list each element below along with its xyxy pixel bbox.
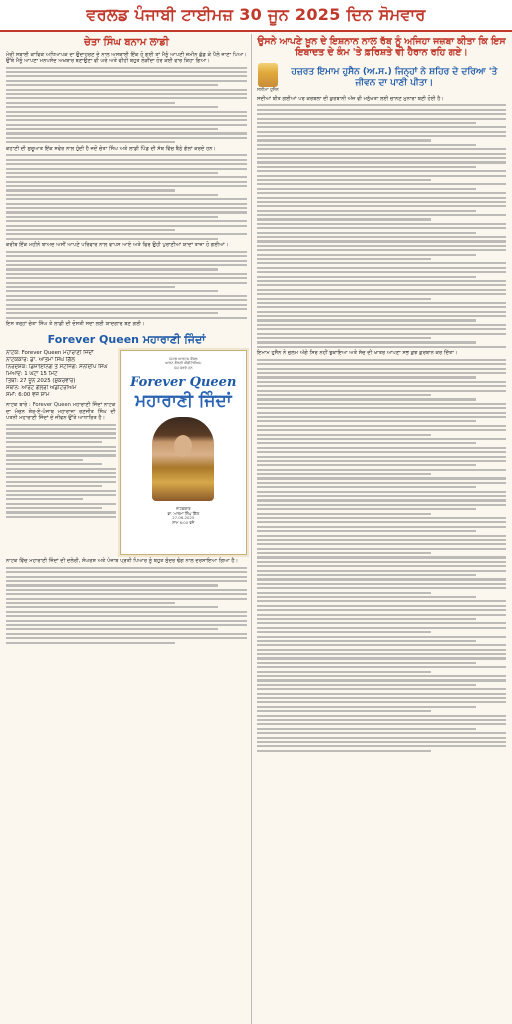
text-line <box>6 441 102 443</box>
text-line <box>257 701 506 703</box>
text-line <box>257 311 506 313</box>
text-line <box>6 106 218 108</box>
text-line <box>257 504 506 506</box>
text-line <box>257 636 506 638</box>
text-line <box>257 548 506 550</box>
text-line <box>6 220 247 222</box>
text-line <box>257 346 506 348</box>
text-line <box>257 640 476 642</box>
text-line <box>257 113 506 115</box>
text-line <box>6 472 116 474</box>
text-line <box>257 495 506 497</box>
text-line <box>6 602 175 604</box>
text-line <box>257 214 506 216</box>
text-line <box>257 324 506 326</box>
text-line <box>6 584 218 586</box>
text-line <box>6 194 218 196</box>
text-line <box>257 394 431 396</box>
right-article-quote-headline: ਉਸਨੇ ਆਪਣੇ ਖ਼ੂਨ ਦੇ ਇਸ਼ਨਾਨ ਨਾਲ ਰੱਬ ਨੂੰ ਅਜਿਹਾ ਜਜ਼ਬਾ ਕੀਤਾ ਕਿ ਇਸ ਇਬਾਦਤ ਦੇ ਕੰਮ 'ਤੇ ਫ਼ਰਿਸ਼ਤੇ ਵੀ ਹੈਰਾਨ ਰਹਿ ਗਏ। <box>257 36 506 58</box>
text-line <box>257 543 506 545</box>
text-line <box>6 312 218 314</box>
text-line <box>257 451 506 453</box>
text-line <box>6 225 247 227</box>
text-line <box>6 620 247 622</box>
text-line <box>6 168 247 170</box>
text-line <box>6 273 247 275</box>
text-line <box>257 600 506 602</box>
text-line <box>257 157 506 159</box>
text-line <box>257 429 506 431</box>
author-block <box>257 63 279 93</box>
text-line <box>257 254 476 256</box>
text-line <box>257 473 431 475</box>
text-line <box>257 210 476 212</box>
text-line <box>257 381 506 383</box>
text-line <box>6 308 247 310</box>
text-line <box>6 468 116 470</box>
text-line <box>6 589 247 591</box>
text-line <box>257 104 506 106</box>
text-line <box>257 412 506 414</box>
text-line <box>257 574 476 576</box>
left-article-headline: ਚੇਤਾ ਸਿੰਘ ਬਨਾਮ ਲਾਡੀ <box>84 37 169 48</box>
text-line <box>257 425 506 427</box>
text-line <box>257 293 506 295</box>
left-article-text-block <box>6 67 247 144</box>
poster-title-english: Forever Queen <box>130 375 237 391</box>
meta-line: ਸਥਾਨ: ਆਰਟ ਗੈਲਰੀ ਔਡੀਟੋਰੀਅਮ <box>6 385 77 392</box>
text-line <box>257 723 506 725</box>
text-line <box>257 526 506 528</box>
text-line <box>257 715 506 717</box>
text-line <box>6 141 175 143</box>
text-line <box>6 268 218 270</box>
text-line <box>6 286 175 288</box>
text-line <box>257 741 506 743</box>
text-line <box>6 432 116 434</box>
meta-line: ਮਿਆਦ: 1 ਘੰਟਾ 15 ਮਿੰਟ <box>6 371 58 378</box>
text-line <box>257 469 506 471</box>
text-line <box>257 333 506 335</box>
left-article-text-block-2 <box>6 154 247 240</box>
text-line <box>6 115 247 117</box>
text-line <box>257 517 506 519</box>
text-line <box>257 653 506 655</box>
text-line <box>257 197 506 199</box>
text-line <box>257 464 476 466</box>
text-line <box>6 606 218 608</box>
text-line <box>257 319 476 321</box>
text-line <box>257 671 431 673</box>
right-article-body: ਸਦੀਆਂ ਬੀਤ ਗਈਆਂ ਪਰ ਕਰਬਲਾ ਦੀ ਕੁਰਬਾਨੀ ਅੱਜ ਵੀ ਮਨੁੱਖਤਾ ਲਈ ਚਾਨਣ ਮੁਨਾਰਾ ਬਣੀ ਹੋਈ ਹੈ। <box>257 95 444 102</box>
author-photo <box>258 63 278 87</box>
text-line <box>6 255 247 257</box>
text-line <box>257 697 506 699</box>
poster-title-punjabi: ਮਹਾਰਾਣੀ ਜਿੰਦਾਂ <box>134 391 232 412</box>
text-line <box>257 631 431 633</box>
text-line <box>257 271 506 273</box>
text-line <box>257 596 476 598</box>
text-line <box>6 516 116 518</box>
text-line <box>6 446 116 448</box>
text-line <box>257 491 506 493</box>
text-line <box>6 102 175 104</box>
text-line <box>6 172 218 174</box>
text-line <box>6 498 83 500</box>
text-line <box>257 372 506 374</box>
meta-line: ਤਿਥੀ: 27 ਜੂਨ 2025 (ਸ਼ੁਕਰਵਾਰ) <box>6 378 76 385</box>
text-line <box>257 513 431 515</box>
text-line <box>257 609 506 611</box>
text-line <box>257 460 506 462</box>
text-line <box>257 302 506 304</box>
text-line <box>257 521 506 523</box>
text-line <box>257 131 506 133</box>
text-line <box>257 284 506 286</box>
masthead <box>0 0 512 32</box>
text-line <box>257 376 476 378</box>
text-line <box>6 437 116 439</box>
text-line <box>257 390 506 392</box>
text-line <box>6 428 116 430</box>
text-line <box>6 454 116 456</box>
text-line <box>257 232 476 234</box>
text-line <box>6 299 247 301</box>
text-line <box>257 539 506 541</box>
text-line <box>6 450 116 452</box>
text-line <box>257 148 506 150</box>
meta-line: ਸਮਾਂ: 6:00 ਵਜੇ ਸ਼ਾਮ <box>6 392 50 399</box>
text-line <box>6 67 247 69</box>
text-line <box>6 490 116 492</box>
text-line <box>6 203 247 205</box>
meta-line: ਨਿਰਦੇਸ਼ਕ: ਡਿਜ਼ਾਇਨਿੰਗ ਤੇ ਸਟੇਜਿੰਗ: ਸੰਨੀਦੀਪ ਸਿੰਘ <box>6 364 108 371</box>
poster-footer-line: ਡਾ. ਆਤਮਾ ਸਿੰਘ ਗਿੱਲ <box>167 510 200 516</box>
text-line <box>257 649 506 651</box>
text-line <box>257 627 506 629</box>
text-line <box>257 675 506 677</box>
text-line <box>257 315 506 317</box>
text-line <box>257 719 506 721</box>
text-line <box>257 144 476 146</box>
text-line <box>257 227 506 229</box>
text-line <box>257 535 506 537</box>
text-line <box>257 276 476 278</box>
text-line <box>6 97 247 99</box>
text-line <box>6 571 247 573</box>
text-line <box>257 710 431 712</box>
text-line <box>257 420 476 422</box>
right-article-text-block <box>257 104 506 348</box>
text-line <box>257 183 506 185</box>
text-line <box>257 109 506 111</box>
text-line <box>257 306 506 308</box>
text-line <box>6 264 247 266</box>
text-line <box>6 154 247 156</box>
text-line <box>6 84 218 86</box>
text-line <box>257 363 506 365</box>
text-line <box>6 459 83 461</box>
text-line <box>257 456 506 458</box>
text-line <box>257 679 506 681</box>
text-line <box>6 238 218 240</box>
text-line <box>257 662 476 664</box>
text-line <box>257 179 431 181</box>
left-article-body: ਕਹਾਣੀ ਦੀ ਸ਼ੁਰੂਆਤ ਇੱਕ ਸਵੇਰ ਨਾਲ ਹੁੰਦੀ ਹੈ ਜਦੋਂ ਚੇਤਾ ਸਿੰਘ ਅਤੇ ਲਾਡੀ ਪਿੰਡ ਦੀ ਸੱਥ ਵਿੱਚ ਬੈਠੇ ਗੱਲਾਂ ਕਰਦੇ ਹਨ। <box>6 145 217 152</box>
text-line <box>257 240 506 242</box>
text-line <box>257 249 506 251</box>
meta-line: ਨਾਟਕਕਾਰ: ਡਾ. ਆਤਮਾ ਸਿੰਘ ਗਿੱਲ <box>6 357 75 364</box>
text-line <box>257 732 506 734</box>
text-line <box>6 593 247 595</box>
text-line <box>6 71 247 73</box>
text-line <box>6 481 116 483</box>
right-article-body-2: ਇਮਾਮ ਹੁਸੈਨ ਨੇ ਜ਼ੁਲਮ ਅੱਗੇ ਸਿਰ ਨਹੀਂ ਝੁਕਾਇਆ ਅਤੇ ਸੱਚ ਦੀ ਖ਼ਾਤਰ ਆਪਣਾ ਸਭ ਕੁਝ ਕੁਰਬਾਨ ਕਰ ਦਿੱਤਾ। <box>257 350 458 357</box>
text-line <box>257 126 506 128</box>
text-line <box>257 561 506 563</box>
text-line <box>257 122 476 124</box>
text-line <box>257 218 431 220</box>
text-line <box>257 737 506 739</box>
text-line <box>257 368 506 370</box>
text-line <box>6 576 247 578</box>
text-line <box>6 507 102 509</box>
text-line <box>6 198 247 200</box>
text-line <box>257 403 506 405</box>
text-line <box>6 89 247 91</box>
text-line <box>257 657 506 659</box>
text-line <box>257 289 506 291</box>
text-line <box>257 583 506 585</box>
left-article-intro: ਮੇਰੀ ਸਥਾਈ ਕਾਵਿਕ ਅਧਿਆਪਕ ਦਾ ਉਦਾਹਰਣ ਦੇ ਨਾਲ ਅਸਥਾਈ ਇੱਕ ਹੋ ਗਈ ਤਾਂ ਮੈਨੂੰ ਆਪਣੀ ਜ਼ਮੀਨ ਛੱਡ ਕੇ ਪੈਲੇ ਜਾਣਾ ਪਿਆ। ਉੱਥੇ ਮੈਨੂੰ ਆਪਣਾ ਮਨਪਸੰਦ ਅਖ਼ਬਾਰ ਬਣਾਉਣਾ ਵੀ ਘਰੇ ਅਤੇ ਵੀਹੀ ਬਹੁਤ ਲੋੜੀਂਦਾ ਹੋਰ ਕਈ ਵਾਰ ਕਿਹਾ ਗਿਆ। <box>6 51 247 64</box>
text-line <box>6 476 116 478</box>
poster-top-line: ਆਰਟ ਗੈਲਰੀ ਔਡੀਟੋਰੀਅਮ <box>164 361 202 366</box>
poster-footer-line: ਸ਼ਾਮ 6:00 ਵਜੇ <box>172 519 195 525</box>
text-line <box>257 728 476 730</box>
text-line <box>6 132 247 134</box>
text-line <box>257 750 431 752</box>
text-line <box>6 216 218 218</box>
text-line <box>257 407 506 409</box>
book-review-lead: ਨਾਟਕ ਬਾਰੇ : Forever Queen ਮਹਾਰਾਣੀ ਜਿੰਦਾਂ ਨਾਟਕ ਦਾ ਮੰਚਨ ਸ਼ੇਰ-ਏ-ਪੰਜਾਬ ਮਹਾਰਾਜਾ ਰਣਜੀਤ ਸਿੰਘ ਦੀ ਪਤਨੀ ਮਹਾਰਾਣੀ ਜਿੰਦਾਂ ਦੇ ਜੀਵਨ ਉੱਤੇ ਆਧਾਰਿਤ ਹੈ। <box>6 402 116 421</box>
text-line <box>6 624 247 626</box>
text-line <box>257 614 506 616</box>
text-line <box>6 615 247 617</box>
text-line <box>6 567 247 569</box>
text-line <box>257 508 476 510</box>
text-line <box>6 295 247 297</box>
right-article-header <box>257 63 506 93</box>
text-line <box>6 229 175 231</box>
text-line <box>6 176 247 178</box>
text-line <box>257 341 476 343</box>
text-line <box>6 119 247 121</box>
text-line <box>6 424 116 426</box>
text-line <box>6 80 247 82</box>
text-line <box>257 486 476 488</box>
text-line <box>257 622 506 624</box>
book-review-body: ਨਾਟਕ ਵਿੱਚ ਮਹਾਰਾਣੀ ਜਿੰਦਾਂ ਦੀ ਦਲੇਰੀ, ਸੰਘਰਸ਼ ਅਤੇ ਪੰਜਾਬ ਪ੍ਰਤੀ ਪਿਆਰ ਨੂੰ ਬਹੁਤ ਸੁੰਦਰ ਢੰਗ ਨਾਲ ਦਰਸਾਇਆ ਗਿਆ ਹੈ। <box>6 558 239 565</box>
text-line <box>257 170 506 172</box>
text-line <box>6 93 247 95</box>
text-line <box>257 161 506 163</box>
text-line <box>257 258 431 260</box>
text-line <box>257 201 506 203</box>
book-review-text-block-2 <box>6 567 247 644</box>
text-line <box>257 570 506 572</box>
text-line <box>6 503 116 505</box>
text-line <box>257 745 506 747</box>
text-line <box>6 642 175 644</box>
text-line <box>257 530 476 532</box>
text-line <box>257 434 431 436</box>
text-line <box>6 282 247 284</box>
author-name: ਸਲੀਮਾ ਹੁਸੈਨ <box>257 87 279 93</box>
text-line <box>257 499 506 501</box>
poster-top-line: ਪੰਜਾਬ ਆਰਟਸ ਕੌਂਸਲ <box>169 357 198 362</box>
text-line <box>6 317 247 319</box>
text-line <box>257 666 506 668</box>
text-line <box>6 611 247 613</box>
text-line <box>257 587 506 589</box>
text-line <box>257 245 506 247</box>
text-line <box>6 494 116 496</box>
text-line <box>257 236 506 238</box>
text-line <box>257 578 506 580</box>
text-line <box>257 385 506 387</box>
poster-footer <box>167 507 199 525</box>
text-line <box>257 175 506 177</box>
text-line <box>6 485 102 487</box>
text-line <box>6 580 247 582</box>
text-line <box>257 135 506 137</box>
poster-footer-line: 27-06-2025 <box>172 515 195 521</box>
text-line <box>257 618 476 620</box>
right-article-subhead: ਹਜ਼ਰਤ ਇਮਾਮ ਹੁਸੈਨ (ਅ.ਸ.) ਜਿਨ੍ਹਾਂ ਨੇ ਸ਼ਹਿਰ ਦੇ ਦਰਿਆ 'ਤੇ ਜੀਵਨ ਦਾ ਪਾਣੀ ਪੀਤਾ। <box>291 67 498 88</box>
text-line <box>6 233 247 235</box>
text-line <box>257 477 506 479</box>
text-line <box>257 118 506 120</box>
text-line <box>257 592 431 594</box>
meta-line: ਨਾਟਕ: Forever Queen ਮਹਾਰਾਣੀ ਜਿੰਦਾਂ <box>6 350 94 357</box>
text-line <box>257 398 476 400</box>
text-line <box>6 633 247 635</box>
text-line <box>6 628 218 630</box>
text-line <box>6 163 247 165</box>
text-line <box>257 267 506 269</box>
poster-footer-line: ਨਾਟਕਕਾਰ <box>176 506 191 512</box>
text-line <box>6 75 247 77</box>
text-line <box>6 137 247 139</box>
text-line <box>6 128 218 130</box>
left-article-text-block-3 <box>6 251 247 319</box>
text-line <box>257 192 506 194</box>
text-line <box>257 337 431 339</box>
text-line <box>257 262 506 264</box>
columns <box>0 34 512 1024</box>
text-line <box>6 211 247 213</box>
book-review-headline: Forever Queen ਮਹਾਰਾਣੀ ਜਿੰਦਾਂ <box>47 332 206 346</box>
text-line <box>257 482 506 484</box>
text-line <box>257 416 506 418</box>
text-line <box>6 511 116 513</box>
left-article-body-2: ਕਰੀਬ ਇੱਕ ਮਹੀਨੇ ਬਾਅਦ ਅਸੀਂ ਆਪਣੇ ਪਰਿਵਾਰ ਨਾਲ ਵਾਪਸ ਆਏ ਅਤੇ ਫਿਰ ਉਹੀ ਪੁਰਾਣੀਆਂ ਯਾਦਾਂ ਤਾਜ਼ਾ ਹੋ ਗਈਆਂ। <box>6 242 229 249</box>
text-line <box>257 556 506 558</box>
text-line <box>257 438 506 440</box>
text-line <box>257 223 506 225</box>
left-article-closing: ਇਸ ਤਰ੍ਹਾਂ ਚੇਤਾ ਸਿੰਘ ਤੇ ਲਾਡੀ ਦੀ ਦੋਸਤੀ ਸਦਾ ਲਈ ਯਾਦਗਾਰ ਬਣ ਗਈ। <box>6 321 145 328</box>
play-poster <box>120 350 247 555</box>
text-line <box>6 207 247 209</box>
text-line <box>6 598 247 600</box>
text-line <box>6 124 247 126</box>
text-line <box>257 706 476 708</box>
text-line <box>257 280 506 282</box>
text-line <box>257 205 506 207</box>
masthead-title: ਵਰਲਡ ਪੰਜਾਬੀ ਟਾਈਮਜ਼ 30 ਜੂਨ 2025 ਦਿਨ ਸੋਮਵਾਰ <box>86 5 426 24</box>
text-line <box>6 463 102 465</box>
text-line <box>257 552 431 554</box>
text-line <box>6 185 247 187</box>
text-line <box>6 637 247 639</box>
text-line <box>257 188 476 190</box>
text-line <box>257 139 431 141</box>
book-review-text-block <box>6 424 116 518</box>
book-review-section <box>6 350 247 555</box>
text-line <box>257 605 506 607</box>
text-line <box>6 277 247 279</box>
text-line <box>6 159 247 161</box>
text-line <box>6 181 247 183</box>
text-line <box>257 684 476 686</box>
right-article-text-block-2 <box>257 359 506 752</box>
text-line <box>257 688 506 690</box>
text-line <box>257 153 506 155</box>
text-line <box>6 304 247 306</box>
text-line <box>257 359 506 361</box>
text-line <box>6 260 247 262</box>
text-line <box>6 111 247 113</box>
text-line <box>257 644 506 646</box>
text-line <box>257 693 506 695</box>
text-line <box>257 328 506 330</box>
text-line <box>257 166 476 168</box>
text-line <box>257 565 506 567</box>
queen-portrait-image <box>152 417 214 501</box>
text-line <box>6 290 218 292</box>
text-line <box>6 251 247 253</box>
book-review-meta <box>6 350 116 555</box>
text-line <box>257 298 431 300</box>
right-column <box>252 34 512 1024</box>
text-line <box>257 442 476 444</box>
text-line <box>257 447 506 449</box>
left-column <box>0 34 252 1024</box>
poster-top-line: ਪੇਸ਼ ਕਰਦੇ ਹਨ <box>174 365 193 370</box>
text-line <box>6 189 175 191</box>
